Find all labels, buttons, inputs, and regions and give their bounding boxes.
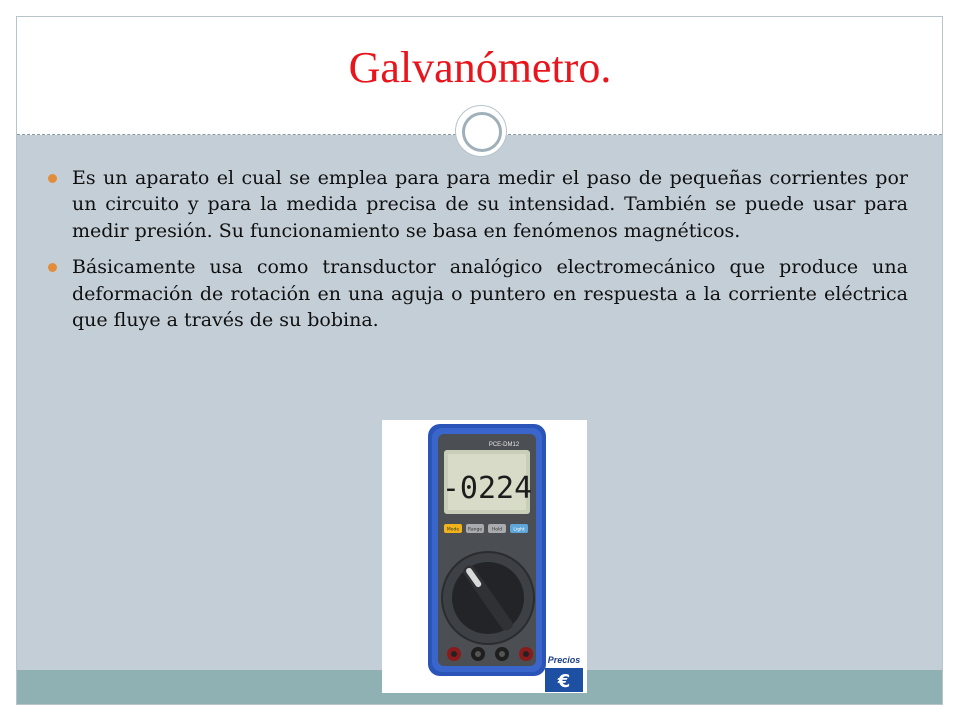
multimeter-illustration bbox=[382, 420, 587, 693]
brand-label: Precios bbox=[547, 655, 581, 665]
divider-ring-icon bbox=[455, 105, 507, 157]
bullet-text: Es un aparato el cual se emplea para para medir el paso de pequeñas corrientes por un circuito y para la medida precisa de su intensidad. También se puede usar para medir presión. Su funcionamiento se basa en fenómenos magnéticos. bbox=[72, 167, 908, 242]
bullet-item bbox=[72, 165, 908, 244]
meter-button-label: Light bbox=[513, 527, 525, 533]
model-label: PCE-DM12 bbox=[488, 442, 520, 448]
multimeter-photo bbox=[382, 420, 587, 693]
meter-button-label: Range bbox=[467, 527, 483, 533]
bullet-item bbox=[72, 254, 908, 333]
bullet-list bbox=[72, 165, 908, 343]
euro-symbol: € bbox=[557, 671, 571, 692]
lcd-reading: -0224 bbox=[441, 471, 533, 506]
bullet-dot-icon bbox=[48, 174, 57, 183]
bullet-text: Básicamente usa como transductor analógico electromecánico que produce una deformación de rotación en una aguja o puntero en respuesta a la corriente eléctrica que fluye a través de su bobina. bbox=[72, 256, 908, 332]
meter-button-label: Hold bbox=[491, 527, 503, 533]
slide-title: Galvanómetro. bbox=[348, 43, 612, 92]
meter-button-label: Mode bbox=[446, 527, 460, 533]
